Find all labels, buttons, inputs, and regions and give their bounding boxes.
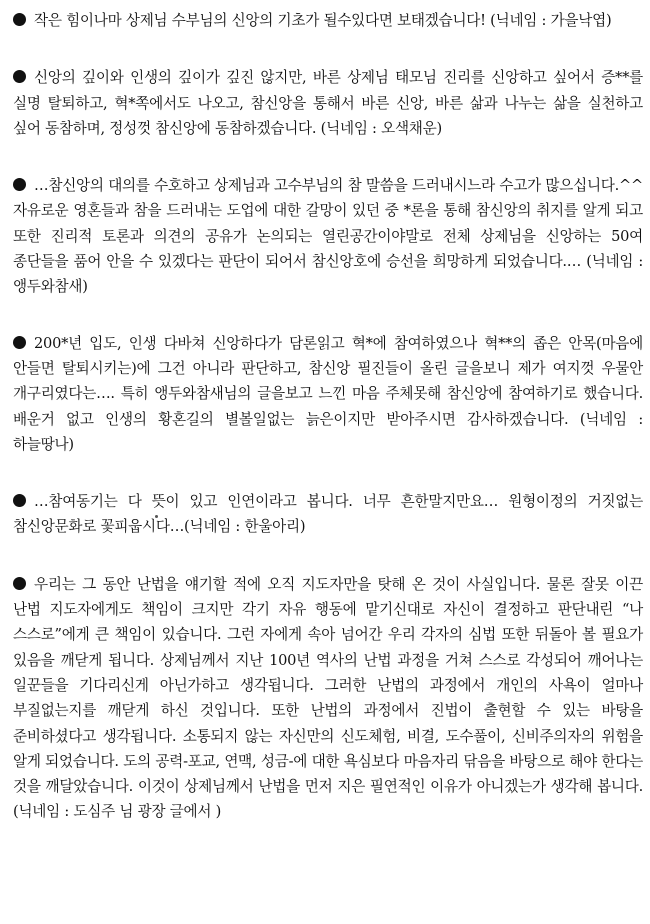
testimonial-entry — [13, 331, 643, 457]
testimonial-entry — [13, 572, 643, 825]
testimonial-entry — [13, 489, 643, 540]
entry-text: …참신앙의 대의를 수호하고 상제님과 고수부님의 참 말씀을 드러내시느라 수고가 많으십니다.^^ 자유로운 영혼들과 참을 드러내는 도업에 대한 갈망이 있던 중 *론을 통해 참신앙의 취지를 알게 되고 또한 진리적 토론과 의견의 공유가 논의되는 열린공간이야말로 전체 상제님을 신앙하는 50여 종단들을 품어 안을 수 있겠다는 판단이 되어서 참신앙호에 승선을 희망하게 되었습니다.… (닉네임 : 앵두와참새) — [13, 177, 643, 296]
entry-text: 200*년 입도, 인생 다바쳐 신앙하다가 담론읽고 혁*에 참여하였으나 혁**의 좁은 안목(마음에 안들면 탈퇴시키는)에 그건 아니라 판단하고, 참신앙 필진들이 올린 글을보니 제가 여지껏 우물안 개구리였다는…. 특히 앵두와참새님의 글을보고 느낀 마음 주체못해 참신앙에 참여하기로 했습니다. 배운거 없고 인생의 황혼길의 별볼일없는 늙은이지만 받아주시면 감사하겠습니다. (닉네임 : 하늘땅나) — [13, 334, 643, 453]
document-page — [13, 8, 643, 825]
bullet-icon — [13, 178, 26, 191]
bullet-icon — [13, 336, 26, 349]
bullet-icon — [13, 70, 26, 83]
entry-text: …참여동기는 다 뜻이 있고 인연이라고 봅니다. 너무 흔한말지만요… 원형이정의 거짓없는 참신앙문화로 꽃피웁시다…(닉네임 : 한울아리) — [13, 493, 643, 536]
bullet-icon — [13, 13, 26, 26]
testimonial-entry — [13, 65, 643, 141]
bullet-icon — [13, 577, 26, 590]
entry-text: 신앙의 깊이와 인생의 깊이가 깊진 않지만, 바른 상제님 태모님 진리를 신앙하고 싶어서 증**를 실명 탈퇴하고, 혁*쪽에서도 나오고, 참신앙을 통해서 바른 신앙, 바른 삶과 나누는 삶을 실천하고 싶어 동참하며, 정성껏 참신앙에 동참하겠습니다. (닉네임 : 오색채운) — [13, 69, 643, 137]
testimonial-entry — [13, 173, 643, 299]
entry-text: 작은 힘이나마 상제님 수부님의 신앙의 기초가 될수있다면 보태겠습니다! (닉네임 : 가을낙엽) — [34, 12, 612, 29]
testimonial-entry — [13, 8, 643, 33]
entry-text: 우리는 그 동안 난법을 얘기할 적에 오직 지도자만을 탓해 온 것이 사실입니다. 물론 잘못 이끈 난법 지도자에게도 책임이 크지만 각기 자유 행동에 맡기신대로 자신이 결정하고 판단내린 “나 스스로”에게 큰 책임이 있습니다. 그런 자에게 속아 넘어간 우리 각자의 심법 또한 뒤돌아 볼 필요가 있음을 깨닫게 됩니다. 상제님께서 지난 100년 역사의 난법 과정을 거쳐 스스로 각성되어 깨어나는 일꾼들을 기다리신게 아닌가하고 생각됩니다. 그러한 난법의 과정에서 개인의 사욕이 얼마나 부질없는지를 깨닫게 하신 것입니다. 또한 난법의 과정에서 진법이 출현할 수 있는 바탕을 준비하셨다고 생각됩니다. 소통되지 않는 자신만의 신도체험, 비결, 도수풀이, 신비주의자의 위험을 알게 되었습니다. 도의 공력-포교, 연맥, 성금-에 대한 욕심보다 마음자리 닦음을 바탕으로 해야 한다는 것을 깨달았습니다. 이것이 상제님께서 난법을 먼저 지은 필연적인 이유가 아니겠는가 생각해 봅니다. (닉네임 : 도심주 님 광장 글에서 ) — [13, 575, 643, 821]
bullet-icon — [13, 494, 26, 507]
scan-speck — [155, 515, 158, 518]
